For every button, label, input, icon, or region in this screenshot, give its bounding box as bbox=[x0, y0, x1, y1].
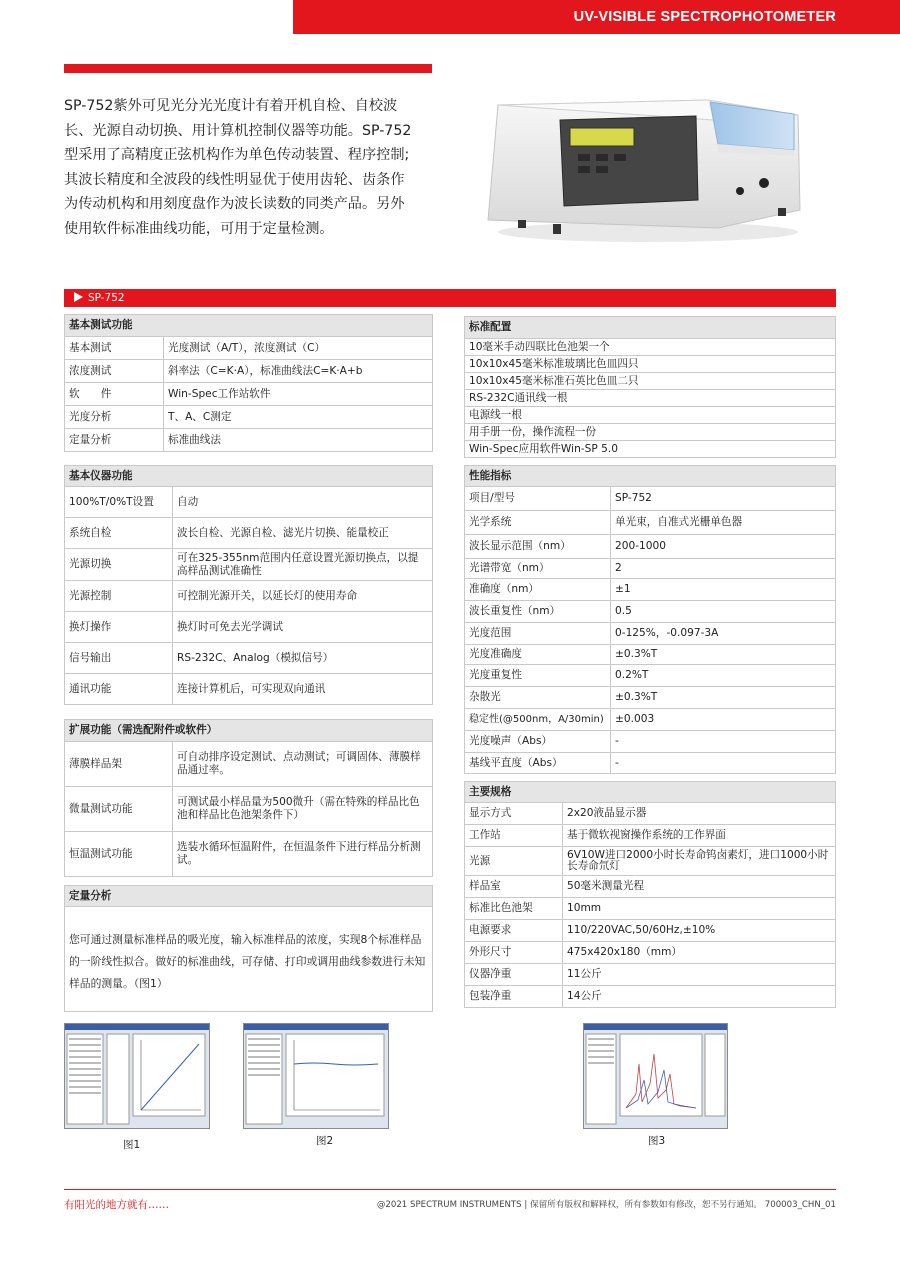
row-label: 基本测试 bbox=[65, 337, 164, 360]
row-label: 光度分析 bbox=[65, 406, 164, 429]
figure-3-caption: 图3 bbox=[648, 1135, 666, 1147]
row-value: 波长自检、光源自检、滤光片切换、能量校正 bbox=[173, 518, 433, 549]
table-title: 标准配置 bbox=[465, 317, 836, 339]
table-row: 光度准确度 ±0.3%T bbox=[465, 645, 836, 665]
list-item: 用手册一份，操作流程一份 bbox=[465, 424, 836, 441]
table-row: 包装净重 14公斤 bbox=[465, 986, 836, 1008]
table-title: 扩展功能（需选配附件或软件） bbox=[65, 720, 433, 742]
intro-line: SP-752紫外可见光分光光度计有着开机自检、自校波 bbox=[64, 98, 398, 114]
intro-paragraph bbox=[64, 94, 440, 241]
performance-table bbox=[464, 465, 836, 774]
table-row: 准确度（nm） ±1 bbox=[465, 579, 836, 601]
figure-2-caption: 图2 bbox=[316, 1135, 334, 1147]
row-label: 定量分析 bbox=[65, 429, 164, 452]
table-row: 光谱带宽（nm） 2 bbox=[465, 559, 836, 579]
table-row: 项目/型号 SP-752 bbox=[465, 487, 836, 511]
intro-line: 为传动机构和用刻度盘作为波长读数的同类产品。另外 bbox=[64, 196, 405, 212]
row-label: 软 件 bbox=[65, 383, 164, 406]
table-title: 基本测试功能 bbox=[65, 315, 433, 337]
table-row: 电源要求 110/220VAC,50/60Hz,±10% bbox=[465, 920, 836, 942]
list-item: 10x10x45毫米标准石英比色皿二只 bbox=[465, 373, 836, 390]
table-row bbox=[65, 406, 433, 429]
list-item: 10毫米手动四联比色池架一个 bbox=[465, 339, 836, 356]
row-label: 系统自检 bbox=[65, 518, 173, 549]
table-row bbox=[65, 337, 433, 360]
table-row: 工作站 基于微软视窗操作系统的工作界面 bbox=[465, 825, 836, 847]
list-item: 10x10x45毫米标准玻璃比色皿四只 bbox=[465, 356, 836, 373]
row-value: 可在325-355nm范围内任意设置光源切换点，以提高样品测试准确性 bbox=[173, 549, 433, 581]
row-value: 可控制光源开关，以延长灯的使用寿命 bbox=[173, 581, 433, 612]
row-label: 浓度测试 bbox=[65, 360, 164, 383]
table-row: 光度范围 0-125%，-0.097-3A bbox=[465, 623, 836, 645]
table-row bbox=[65, 429, 433, 452]
table-row bbox=[65, 549, 433, 581]
quant-analysis-box bbox=[64, 885, 433, 1012]
row-value: 换灯时可免去光学调试 bbox=[173, 612, 433, 643]
table-title: 性能指标 bbox=[465, 466, 836, 487]
spectrophotometer-image bbox=[478, 80, 818, 250]
row-label: 恒温测试功能 bbox=[65, 832, 173, 877]
row-label: 信号输出 bbox=[65, 643, 173, 674]
basic-instrument-table bbox=[64, 465, 433, 705]
table-row bbox=[65, 581, 433, 612]
row-value: T、A、C测定 bbox=[164, 406, 433, 429]
row-label: 100%T/0%T设置 bbox=[65, 487, 173, 518]
row-value: 光度测试（A/T），浓度测试（C） bbox=[164, 337, 433, 360]
row-label: 光源控制 bbox=[65, 581, 173, 612]
footer-copyright: @2021 SPECTRUM INSTRUMENTS | 保留所有版权和解释权，所有参数如有修改，恕不另行通知。 700003_CHN_01 bbox=[376, 1200, 836, 1210]
table-title: 主要规格 bbox=[465, 782, 836, 803]
table-row: 杂散光 ±0.3%T bbox=[465, 687, 836, 709]
intro-line: 长、光源自动切换、用计算机控制仪器等功能。SP-752 bbox=[64, 122, 412, 139]
table-row: 显示方式 2x20液晶显示器 bbox=[465, 803, 836, 825]
list-item: 电源线一根 bbox=[465, 407, 836, 424]
quant-text: 您可通过测量标准样品的吸光度，输入标准样品的浓度，实现8个标准样品的一阶线性拟合。做好的标准曲线，可存储、打印或调用曲线参数进行未知样品的测量。（图1） bbox=[69, 933, 426, 990]
specs-table bbox=[464, 781, 836, 1008]
table-row bbox=[65, 643, 433, 674]
table-row bbox=[65, 674, 433, 705]
intro-line: 型采用了高精度正弦机构作为单色传动装置、程序控制; bbox=[64, 147, 410, 163]
table-row bbox=[65, 360, 433, 383]
table-row: 外形尺寸 475x420x180（mm） bbox=[465, 942, 836, 964]
table-row bbox=[65, 383, 433, 406]
table-row: 光学系统 单光束，自准式光栅单色器 bbox=[465, 511, 836, 535]
table-row bbox=[65, 518, 433, 549]
table-row bbox=[65, 832, 433, 877]
list-item: RS-232C通讯线一根 bbox=[465, 390, 836, 407]
figure-1-caption: 图1 bbox=[123, 1139, 141, 1151]
figure-2-screenshot bbox=[243, 1023, 389, 1129]
row-value: 连接计算机后，可实现双向通讯 bbox=[173, 674, 433, 705]
row-label: 光源切换 bbox=[65, 549, 173, 581]
table-row: 光度重复性 0.2%T bbox=[465, 665, 836, 687]
row-label: 微量测试功能 bbox=[65, 787, 173, 832]
intro-line: 使用软件标准曲线功能，可用于定量检测。 bbox=[64, 220, 334, 237]
row-value: Win-Spec工作站软件 bbox=[164, 383, 433, 406]
table-row: 光源 6V10W进口2000小时长寿命钨卤素灯，进口1000小时长寿命氘灯 bbox=[465, 847, 836, 876]
accent-rule bbox=[64, 64, 432, 73]
table-row: 波长显示范围（nm） 200-1000 bbox=[465, 535, 836, 559]
row-value: 标准曲线法 bbox=[164, 429, 433, 452]
table-row: 波长重复性（nm） 0.5 bbox=[465, 601, 836, 623]
table-row bbox=[65, 612, 433, 643]
play-triangle-icon bbox=[74, 292, 83, 302]
model-label: SP-752 bbox=[88, 292, 125, 304]
figure-3-screenshot bbox=[583, 1023, 728, 1129]
table-row bbox=[65, 487, 433, 518]
table-title: 定量分析 bbox=[65, 886, 432, 907]
extended-table bbox=[64, 719, 433, 877]
table-title: 基本仪器功能 bbox=[65, 466, 433, 487]
row-value: 自动 bbox=[173, 487, 433, 518]
row-value: 斜率法（C=K·A），标准曲线法C=K·A+b bbox=[164, 360, 433, 383]
table-row: 标准比色池架 10mm bbox=[465, 898, 836, 920]
table-row: 样品室 50毫米测量光程 bbox=[465, 876, 836, 898]
figure-1-screenshot bbox=[64, 1023, 210, 1129]
list-item: Win-Spec应用软件Win-SP 5.0 bbox=[465, 441, 836, 458]
footer-rule bbox=[64, 1189, 836, 1190]
row-value: RS-232C、Analog（模拟信号） bbox=[173, 643, 433, 674]
table-row bbox=[65, 742, 433, 787]
model-section-bar bbox=[64, 289, 836, 307]
basic-test-table bbox=[64, 314, 433, 452]
table-row: 仪器净重 11公斤 bbox=[465, 964, 836, 986]
row-label: 通讯功能 bbox=[65, 674, 173, 705]
row-label: 薄膜样品架 bbox=[65, 742, 173, 787]
row-label: 换灯操作 bbox=[65, 612, 173, 643]
standard-config-table bbox=[464, 316, 836, 458]
header-bar bbox=[293, 0, 900, 34]
intro-line: 其波长精度和全波段的线性明显优于使用齿轮、齿条作 bbox=[64, 171, 405, 188]
header-title: UV-VISIBLE SPECTROPHOTOMETER bbox=[573, 9, 836, 25]
row-value: 可自动排序设定测试、点动测试；可调固体、薄膜样品通过率。 bbox=[173, 742, 433, 787]
table-row: 基线平直度（Abs） - bbox=[465, 753, 836, 774]
table-row: 稳定性(@500nm，A/30min) ±0.003 bbox=[465, 709, 836, 731]
row-value: 可测试最小样品量为500微升（需在特殊的样品比色池和样品比色池架条件下） bbox=[173, 787, 433, 832]
table-row: 光度噪声（Abs） - bbox=[465, 731, 836, 753]
table-row bbox=[65, 787, 433, 832]
row-value: 选装水循环恒温附件，在恒温条件下进行样品分析测试。 bbox=[173, 832, 433, 877]
footer-slogan: 有阳光的地方就有…… bbox=[64, 1199, 169, 1211]
